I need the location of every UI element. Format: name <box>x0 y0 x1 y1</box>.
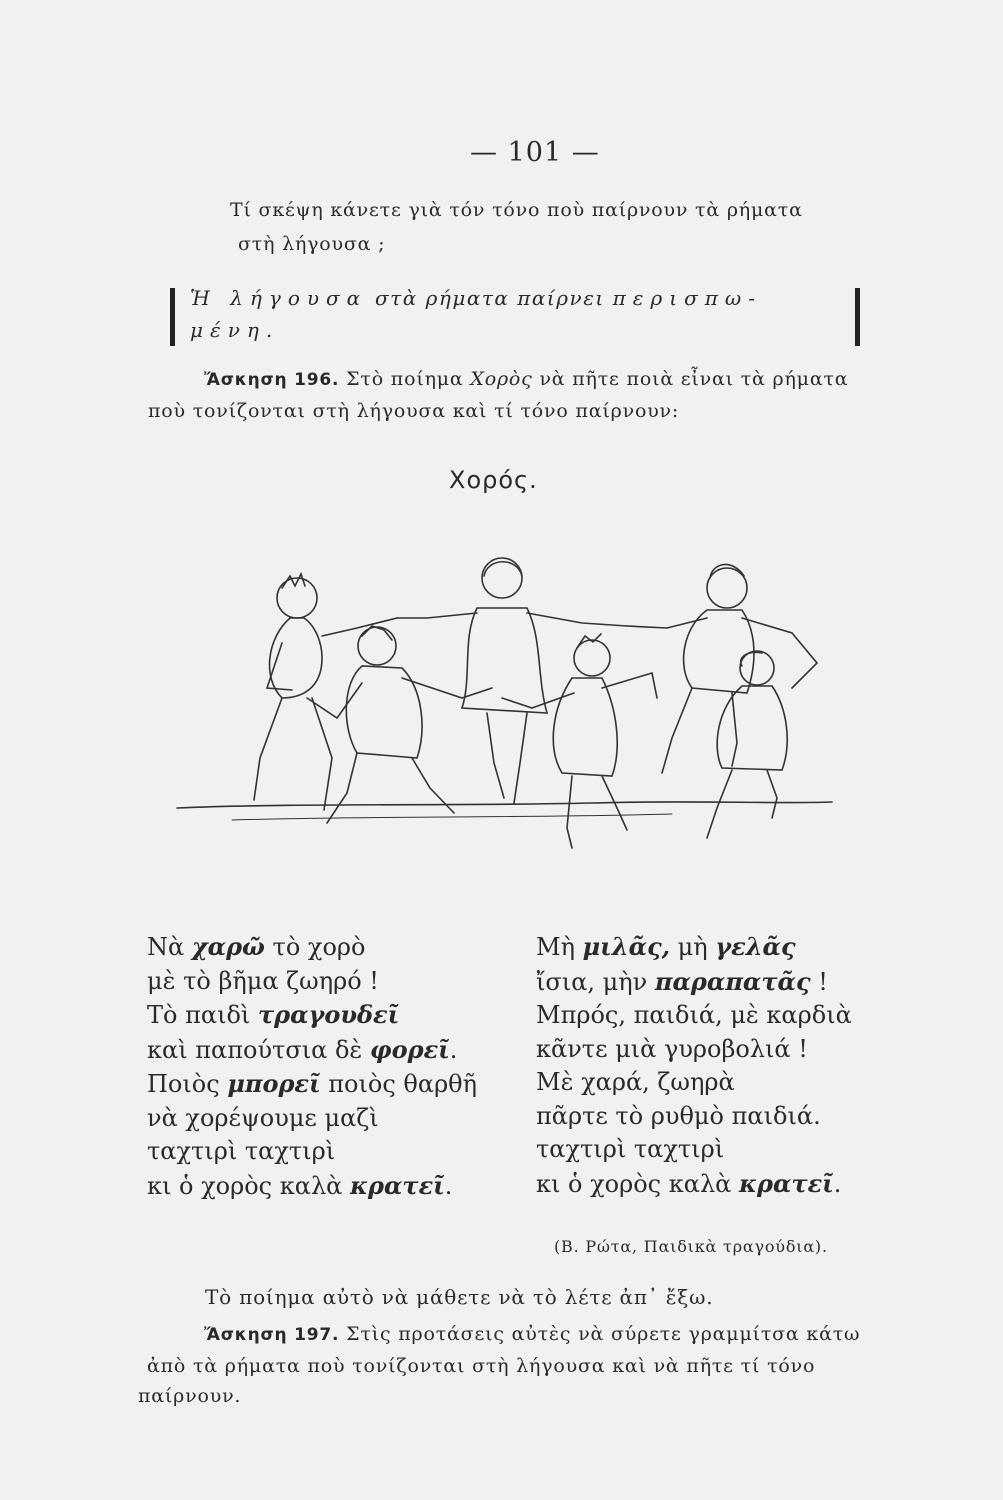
rule-right-bar <box>855 288 860 346</box>
poem-verb: χαρῶ <box>191 932 265 961</box>
rule-end: . <box>265 318 274 342</box>
poem-title: Χορός. <box>449 466 538 494</box>
poem-right-line <box>536 965 852 1000</box>
rule-middle: στὰ ρήματα παίρνει <box>375 286 605 310</box>
poem-right-line <box>536 1066 852 1100</box>
poem-verb: μπορεῖ <box>227 1069 321 1098</box>
poem-text: κι ὁ χορὸς καλὰ <box>147 1171 350 1200</box>
poem-verb: παραπατᾶς <box>654 966 811 996</box>
exercise-196-label: Ἄσκηση 196. <box>204 370 340 390</box>
rule-line2 <box>190 318 274 342</box>
poem-left-line <box>147 1135 477 1169</box>
intro-question-line2: στὴ λήγουσα ; <box>238 233 386 255</box>
exercise-196-line1 <box>204 368 848 390</box>
poem-text: ταχτιρὶ ταχτιρὶ <box>536 1135 725 1163</box>
rule-word-a: περισπω- <box>612 286 762 310</box>
exercise-197-line1 <box>204 1323 860 1345</box>
poem-text: νὰ χορέψουμε μαζὶ <box>147 1103 379 1132</box>
exercise-196-poem-ref: Χορὸς <box>470 368 533 390</box>
poem-text: κι ὁ χορὸς καλὰ <box>536 1169 739 1198</box>
poem-text: μὴ <box>670 933 716 961</box>
exercise-197-line2: ἀπὸ τὰ ρήματα ποὺ τονίζονται στὴ λήγουσα καὶ νὰ πῆτε τί τόνο <box>147 1355 816 1377</box>
poem-text: . <box>833 1169 842 1198</box>
poem-text: ! <box>810 967 828 996</box>
exercise-197-label: Ἄσκηση 197. <box>204 1325 340 1345</box>
page-number: — 101 — <box>470 137 600 168</box>
poem-verb: γελᾶς <box>715 932 796 961</box>
poem-text: ταχτιρὶ ταχτιρὶ <box>147 1137 336 1165</box>
rule-box <box>170 280 860 354</box>
rule-word-b: μένη <box>190 318 266 342</box>
poem-left-line <box>147 998 477 1033</box>
poem-left-line <box>147 930 477 965</box>
poem-verb: κρατεῖ <box>350 1170 445 1200</box>
children-dancing-in-circle-illustration <box>172 548 837 858</box>
poem-verb: φορεῖ <box>369 1034 450 1064</box>
poem-right-line <box>536 1100 852 1134</box>
exercise-197-line3: παίρνουν. <box>138 1385 242 1407</box>
poem-right-line <box>536 1133 852 1167</box>
poem-left-line <box>147 1102 477 1136</box>
rule-line1 <box>190 286 762 310</box>
poem-text: Μπρός, παιδιά, μὲ καρδιὰ <box>536 1001 852 1029</box>
poem-text: . <box>444 1171 453 1200</box>
poem-verb: μιλᾶς, <box>582 932 671 961</box>
poem-text: κᾶντε μιὰ γυροβολιά ! <box>536 1034 808 1063</box>
poem-text: ποιὸς θαρθῆ <box>320 1070 477 1098</box>
poem-text: Μὴ <box>536 933 583 961</box>
memorize-instruction: Τὸ ποίημα αὐτὸ νὰ μάθετε νὰ τὸ λέτε ἀπ᾿ ἔξω. <box>205 1285 714 1309</box>
poem-left-line <box>147 1169 477 1204</box>
poem-left-line <box>147 1067 477 1102</box>
poem-text: Τὸ παιδὶ <box>147 1001 258 1029</box>
poem-text: καὶ παπούτσια δὲ <box>147 1035 370 1064</box>
poem-verb: τραγουδεῖ <box>257 1000 400 1029</box>
poem-right-column <box>536 930 852 1201</box>
exercise-196-line2: ποὺ τονίζονται στὴ λήγουσα καὶ τί τόνο παίρνουν: <box>148 400 680 422</box>
poem-text: Νὰ <box>147 933 192 961</box>
intro-question-line1: Τί σκέψη κάνετε γιὰ τόν τόνο ποὺ παίρνουν τὰ ρήματα <box>230 199 803 221</box>
rule-prefix: Ἡ λήγουσα <box>190 286 368 310</box>
poem-text: Μὲ χαρά, ζωηρὰ <box>536 1068 735 1096</box>
poem-right-line <box>536 930 852 965</box>
poem-text: μὲ τὸ βῆμα ζωηρό ! <box>147 966 379 995</box>
poem-right-line <box>536 1033 852 1067</box>
poem-left-line <box>147 1033 477 1068</box>
poem-text: ἴσια, μὴν <box>536 967 655 996</box>
poem-source: (Β. Ρώτα, Παιδικὰ τραγούδια). <box>554 1237 828 1256</box>
exercise-197-text1: Στὶς προτάσεις αὐτὲς νὰ σύρετε γραμμίτσα κάτω <box>346 1323 861 1345</box>
poem-text: πᾶρτε τὸ ρυθμὸ παιδιά. <box>536 1101 821 1130</box>
exercise-196-text2: νὰ πῆτε ποιὰ εἶναι τὰ ρήματα <box>539 368 849 390</box>
poem-left-line <box>147 965 477 999</box>
poem-right-line <box>536 1167 852 1202</box>
poem-text: Ποιὸς <box>147 1070 228 1098</box>
poem-text: . <box>449 1035 458 1064</box>
poem-text: τὸ χορὸ <box>264 933 366 961</box>
poem-verb: κρατεῖ <box>739 1168 834 1198</box>
rule-left-bar <box>170 288 175 346</box>
poem-left-column <box>147 930 477 1203</box>
poem-right-line <box>536 999 852 1033</box>
exercise-196-text1: Στὸ ποίημα <box>346 368 464 390</box>
